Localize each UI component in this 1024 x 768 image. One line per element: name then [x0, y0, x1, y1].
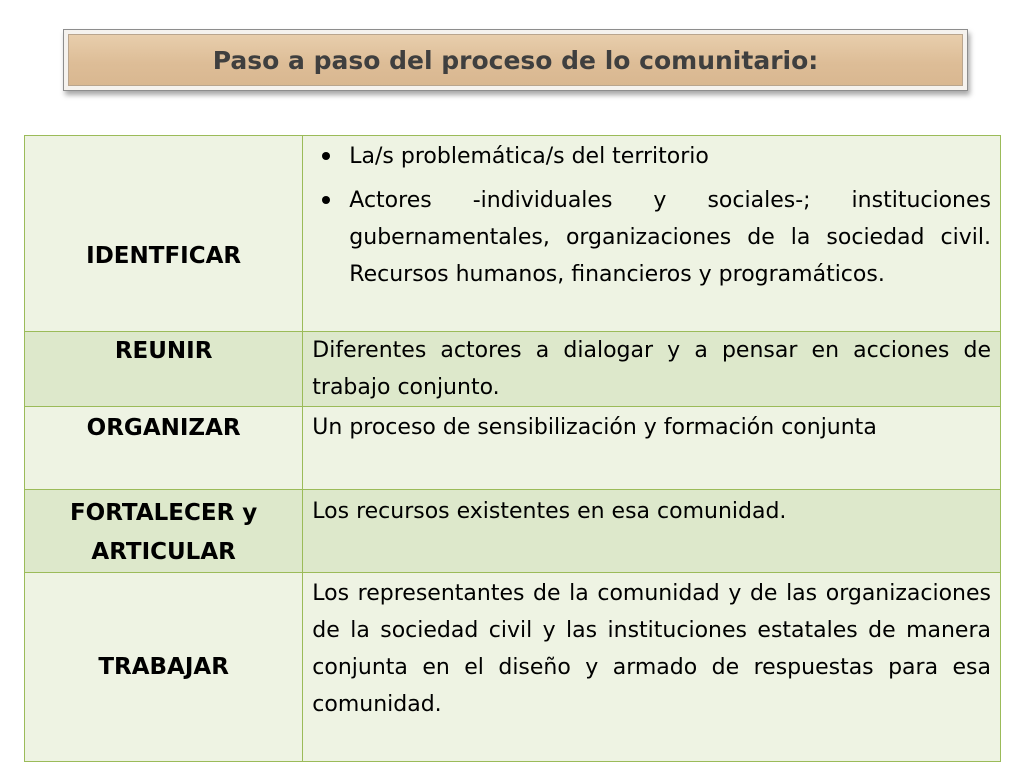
label-cell [25, 136, 303, 332]
table-row-fortalecer [25, 490, 1001, 573]
process-table-container [24, 135, 1001, 762]
list-item [312, 138, 991, 175]
table-row-identificar [25, 136, 1001, 332]
process-table [24, 135, 1001, 762]
step-label-trabajar: TRABAJAR [98, 654, 229, 680]
bullet-dot-icon [322, 196, 330, 204]
label-cell [25, 573, 303, 762]
label-cell [25, 407, 303, 490]
step-label-identificar: IDENTFICAR [86, 243, 242, 269]
label-cell [25, 332, 303, 407]
description-cell [303, 332, 1001, 407]
step-description-organizar: Un proceso de sensibilización y formación conjunta [312, 415, 877, 440]
list-item [312, 182, 991, 293]
bullet-list [312, 136, 991, 293]
description-cell [303, 136, 1001, 332]
table-row-trabajar [25, 573, 1001, 762]
bullet-text: La/s problemática/s del territorio [349, 144, 709, 169]
description-cell [303, 490, 1001, 573]
description-cell [303, 573, 1001, 762]
step-description-fortalecer: Los recursos existentes en esa comunidad. [312, 499, 787, 524]
table-row-organizar [25, 407, 1001, 490]
step-label-fortalecer: FORTALECER y ARTICULAR [69, 500, 258, 565]
step-label-reunir: REUNIR [114, 338, 213, 364]
step-description-trabajar: Los representantes de la comunidad y de las organizaciones de la sociedad civil y las instituciones estatales de manera conjunta en el diseño y armado de respuestas para esa comunidad. [312, 581, 991, 717]
step-label-organizar: ORGANIZAR [86, 415, 241, 441]
table-row-reunir [25, 332, 1001, 407]
bullet-dot-icon [322, 152, 330, 160]
title-banner [63, 29, 968, 91]
page-title: Paso a paso del proceso de lo comunitario: [212, 45, 819, 75]
label-cell [25, 490, 303, 573]
step-description-reunir: Diferentes actores a dialogar y a pensar en acciones de trabajo conjunto. [312, 338, 991, 400]
bullet-text: Actores -individuales y sociales-; instituciones gubernamentales, organizaciones de la sociedad civil. Recursos humanos, financieros y programáticos. [349, 188, 991, 287]
description-cell [303, 407, 1001, 490]
